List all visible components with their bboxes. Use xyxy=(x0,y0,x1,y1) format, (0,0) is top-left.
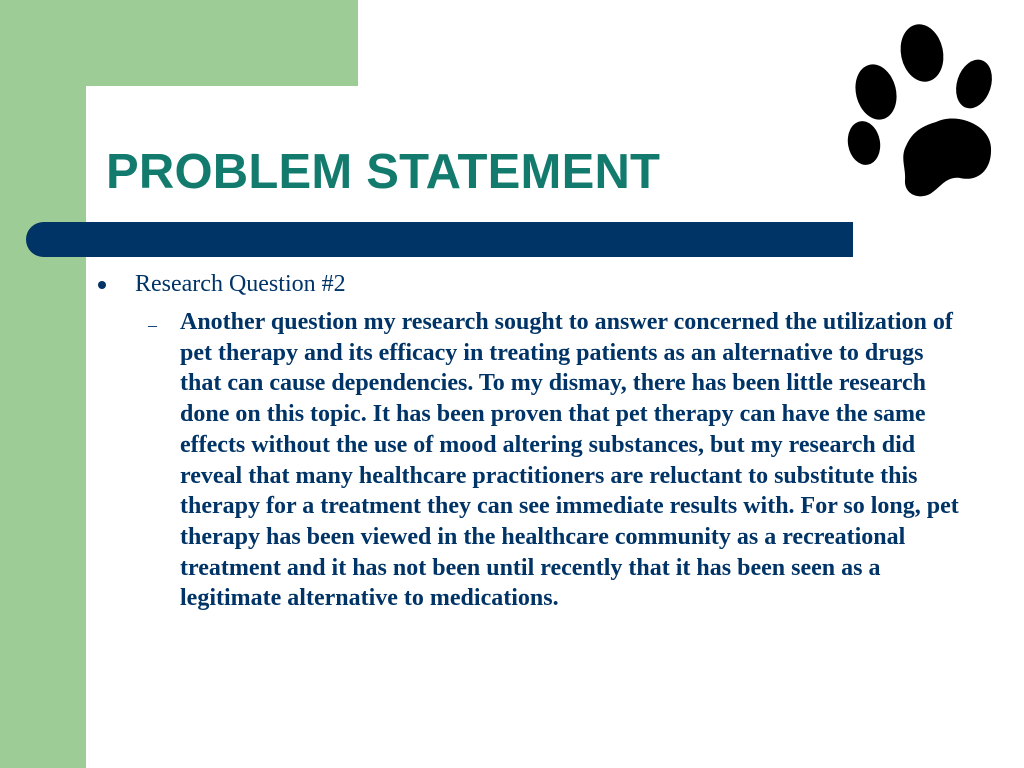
green-top-band xyxy=(0,0,358,86)
paw-print-icon xyxy=(838,20,998,204)
bullet-research-question: Research Question #2 xyxy=(135,271,346,297)
bullet-dot xyxy=(98,281,106,289)
sub-bullet-dash: – xyxy=(148,315,157,335)
green-side-band xyxy=(0,0,86,768)
slide-title: PROBLEM STATEMENT xyxy=(106,145,661,199)
sub-bullet-paragraph: Another question my research sought to answer concerned the utilization of pet therapy and its efficacy in treating patients as an alternative to drugs that can cause dependencies. To my dismay, there has been little research done on this topic. It has been proven that pet therapy can have the same effects without the use of mood altering substances, but my research did reveal that many healthcare practitioners are reluctant to substitute this therapy for a treatment they can see immediate results with. For so long, pet therapy has been viewed in the healthcare community as a recreational treatment and it has not been until recently that it has been seen as a legitimate alternative to medications. xyxy=(180,309,959,612)
title-underline-bar xyxy=(26,222,853,257)
